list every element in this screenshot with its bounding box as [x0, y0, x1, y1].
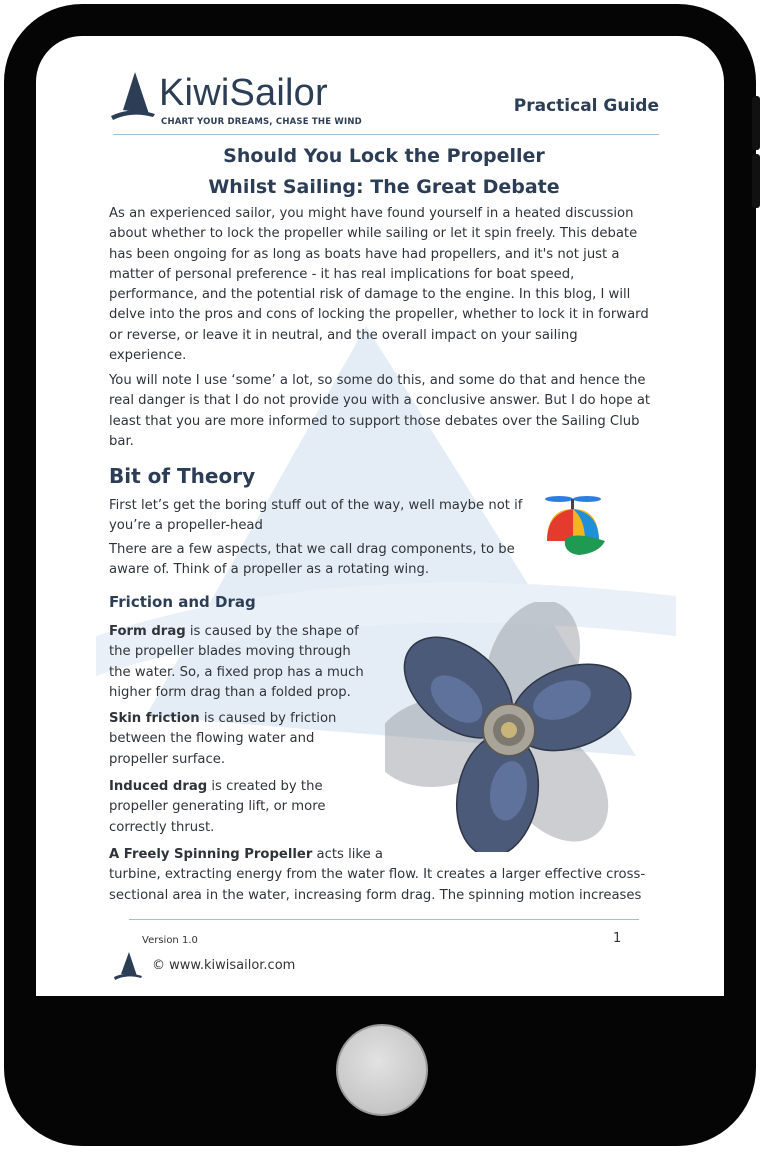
freely-spinning-paragraph [109, 845, 645, 906]
text-line: or reverse, or leave it in neutral, and the overall impact on your sailing [109, 327, 578, 343]
text-span: is caused by friction [199, 711, 337, 726]
section-heading: Bit of Theory [109, 464, 256, 488]
propeller-beanie-icon [535, 491, 605, 565]
text-line: sectional area in the water, increasing form drag. The spinning motion increases [109, 887, 642, 903]
text-line: about whether to lock the propeller while sailing or let it spin freely. This debate [109, 226, 638, 242]
intro-paragraph [109, 204, 649, 366]
text-line: matter of personal preference - it has real implications for boat speed, [109, 266, 575, 282]
text-line [109, 709, 336, 729]
brand-name: KiwiSailor [159, 72, 328, 114]
text-line: real danger is that I do not provide you with a conclusive answer. But I do hope at [109, 393, 651, 409]
subheading: Friction and Drag [109, 593, 256, 611]
term-label: A Freely Spinning Propeller [109, 847, 313, 862]
version-label: Version 1.0 [142, 935, 198, 946]
text-line: the water. So, a fixed prop has a much [109, 664, 364, 680]
brand-tagline: CHART YOUR DREAMS, CHASE THE WIND [161, 117, 362, 127]
theory-paragraph [109, 496, 522, 537]
note-paragraph [109, 371, 650, 452]
skin-friction-paragraph [109, 709, 336, 770]
text-line: propeller generating lift, or more [109, 799, 326, 815]
term-label: Form drag [109, 624, 186, 639]
home-button[interactable] [336, 1024, 428, 1116]
text-line [109, 777, 325, 797]
sail-logo-small-icon [113, 950, 143, 982]
text-span: is created by the [207, 779, 323, 794]
text-line: turbine, extracting energy from the water flow. It creates a larger effective cross- [109, 867, 646, 883]
text-line: First let’s get the boring stuff out of the way, well maybe not if [109, 498, 523, 513]
article-title [109, 141, 659, 203]
text-line [109, 622, 364, 642]
text-line: delve into the pros and cons of locking the propeller, whether to lock it in forward [109, 307, 649, 323]
text-line: least that you are more informed to support those debates over the Sailing Club [109, 413, 640, 429]
induced-drag-paragraph [109, 777, 325, 838]
header-divider [113, 134, 659, 135]
tablet-screen [36, 36, 724, 996]
text-line: propeller surface. [109, 751, 226, 767]
page-number: 1 [613, 931, 622, 946]
side-button-upper[interactable] [752, 96, 760, 150]
footer-divider [129, 919, 639, 920]
text-line: has been ongoing for as long as boats have had propellers, and it's not just a [109, 246, 620, 262]
website-link[interactable]: © www.kiwisailor.com [152, 958, 296, 973]
text-line: between the flowing water and [109, 731, 315, 747]
aspects-paragraph [109, 540, 515, 581]
text-line: the propeller blades moving through [109, 644, 351, 660]
title-line: Should You Lock the Propeller [223, 145, 545, 167]
term-label: Skin friction [109, 711, 200, 726]
text-line: aware of. Think of a propeller as a rotating wing. [109, 562, 430, 578]
guide-label: Practical Guide [513, 96, 659, 116]
page-header [109, 72, 659, 136]
text-line: You will note I use ‘some’ a lot, so some do this, and some do that and hence the [109, 373, 646, 388]
text-span: is caused by the shape of [185, 624, 359, 639]
text-line: performance, and the potential risk of damage to the engine. In this blog, I will [109, 287, 631, 303]
text-line: bar. [109, 433, 134, 449]
title-line: Whilst Sailing: The Great Debate [208, 176, 560, 198]
text-line: experience. [109, 348, 187, 364]
side-button-lower[interactable] [752, 154, 760, 208]
text-span: acts like a [312, 847, 383, 862]
text-line: correctly thrust. [109, 819, 215, 835]
term-label: Induced drag [109, 779, 208, 794]
text-line: you’re a propeller-head [109, 518, 263, 534]
propeller-photo [385, 602, 645, 852]
form-drag-paragraph [109, 622, 364, 703]
sail-logo-icon [109, 70, 157, 126]
text-line: As an experienced sailor, you might have found yourself in a heated discussion [109, 206, 634, 221]
text-line: There are a few aspects, that we call drag components, to be [109, 542, 515, 557]
text-line: higher form drag than a folded prop. [109, 684, 351, 700]
